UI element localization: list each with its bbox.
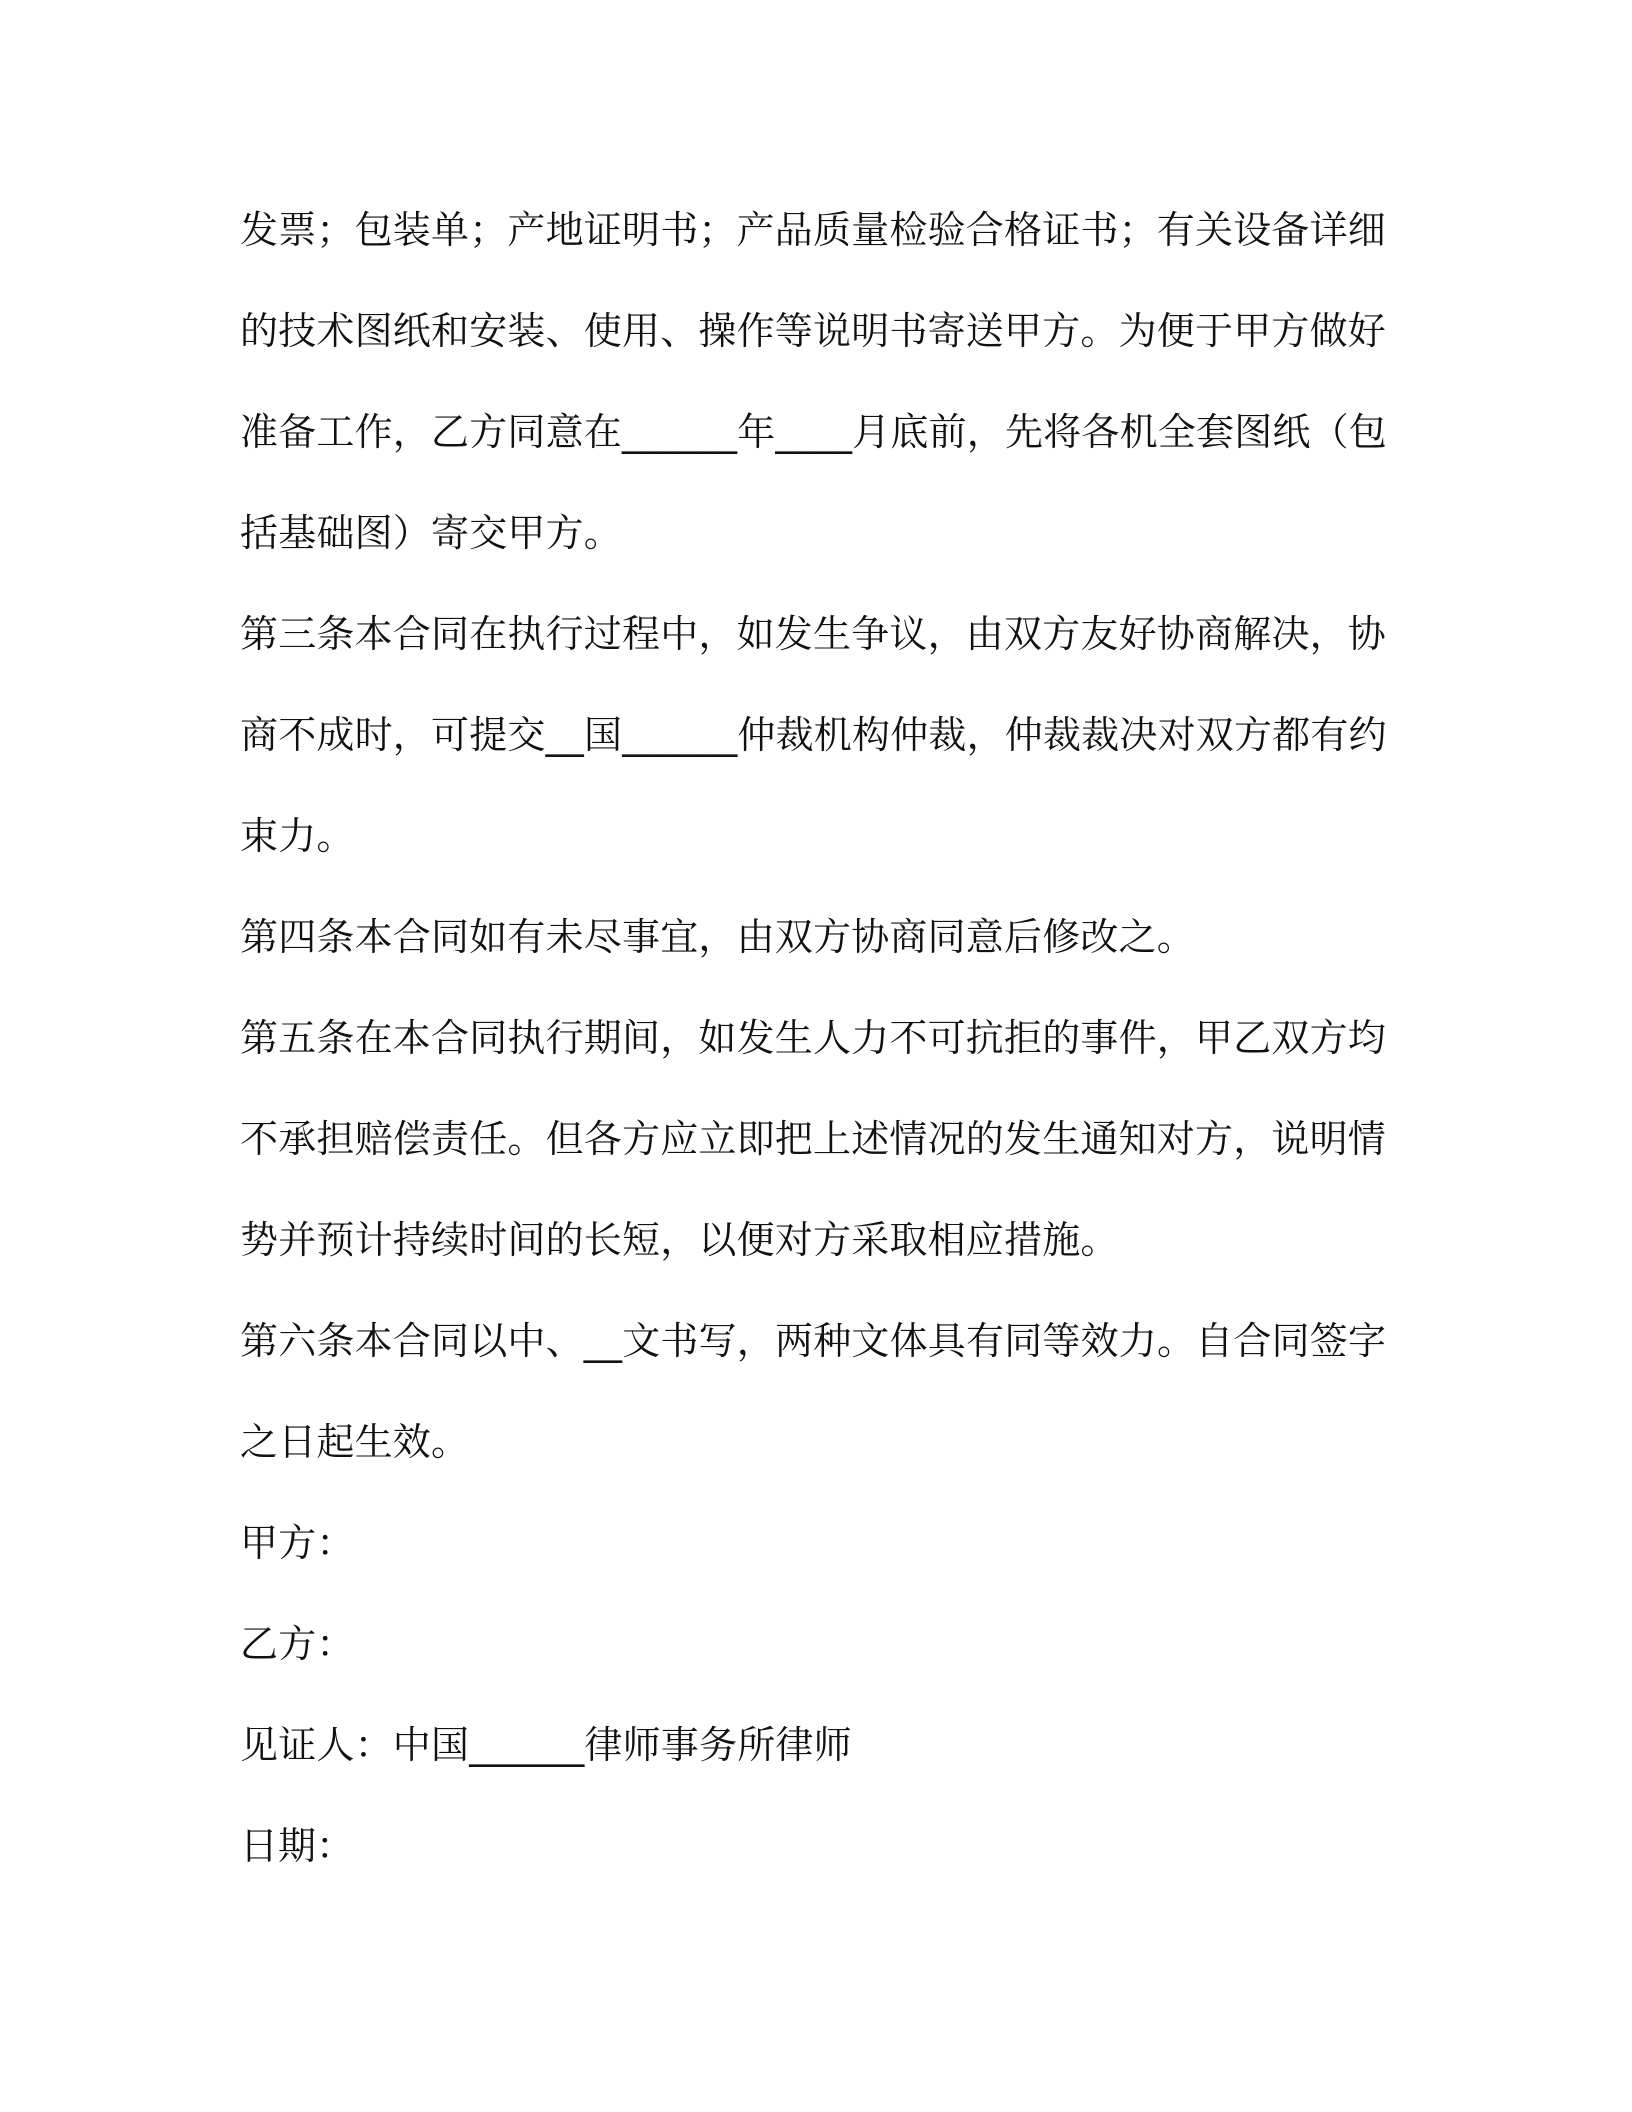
article-5-line-1: 第五条在本合同执行期间，如发生人力不可抗拒的事件，甲乙双方均: [240, 1016, 1387, 1060]
article-3-line-1: 第三条本合同在执行过程中，如发生争议，由双方友好协商解决，协: [240, 612, 1387, 656]
article-5-line-2: 不承担赔偿责任。但各方应立即把上述情况的发生通知对方，说明情: [240, 1117, 1387, 1161]
text-line-3: 准备工作，乙方同意在______年____月底前，先将各机全套图纸（包: [240, 410, 1388, 454]
contract-body: [240, 180, 1388, 1897]
article-6-line-2: 之日起生效。: [240, 1420, 470, 1464]
text-line-1: 发票；包装单；产地证明书；产品质量检验合格证书；有关设备详细: [240, 208, 1387, 252]
article-3-line-2: 商不成时，可提交__国______仲裁机构仲裁，仲裁裁决对双方都有约: [240, 713, 1387, 757]
text-line-4: 括基础图）寄交甲方。: [240, 511, 623, 555]
party-b-label: 乙方：: [240, 1622, 355, 1666]
date-label: 日期：: [240, 1824, 355, 1868]
party-a-label: 甲方：: [240, 1521, 355, 1565]
article-3-line-3: 束力。: [240, 814, 355, 858]
article-6-line-1: 第六条本合同以中、__文书写，两种文体具有同等效力。自合同签字: [240, 1319, 1387, 1363]
article-4-line-1: 第四条本合同如有未尽事宜，由双方协商同意后修改之。: [240, 915, 1196, 959]
article-5-line-3: 势并预计持续时间的长短，以便对方采取相应措施。: [240, 1218, 1119, 1262]
text-line-2: 的技术图纸和安装、使用、操作等说明书寄送甲方。为便于甲方做好: [240, 309, 1387, 353]
witness-label: 见证人：中国______律师事务所律师: [240, 1723, 852, 1767]
